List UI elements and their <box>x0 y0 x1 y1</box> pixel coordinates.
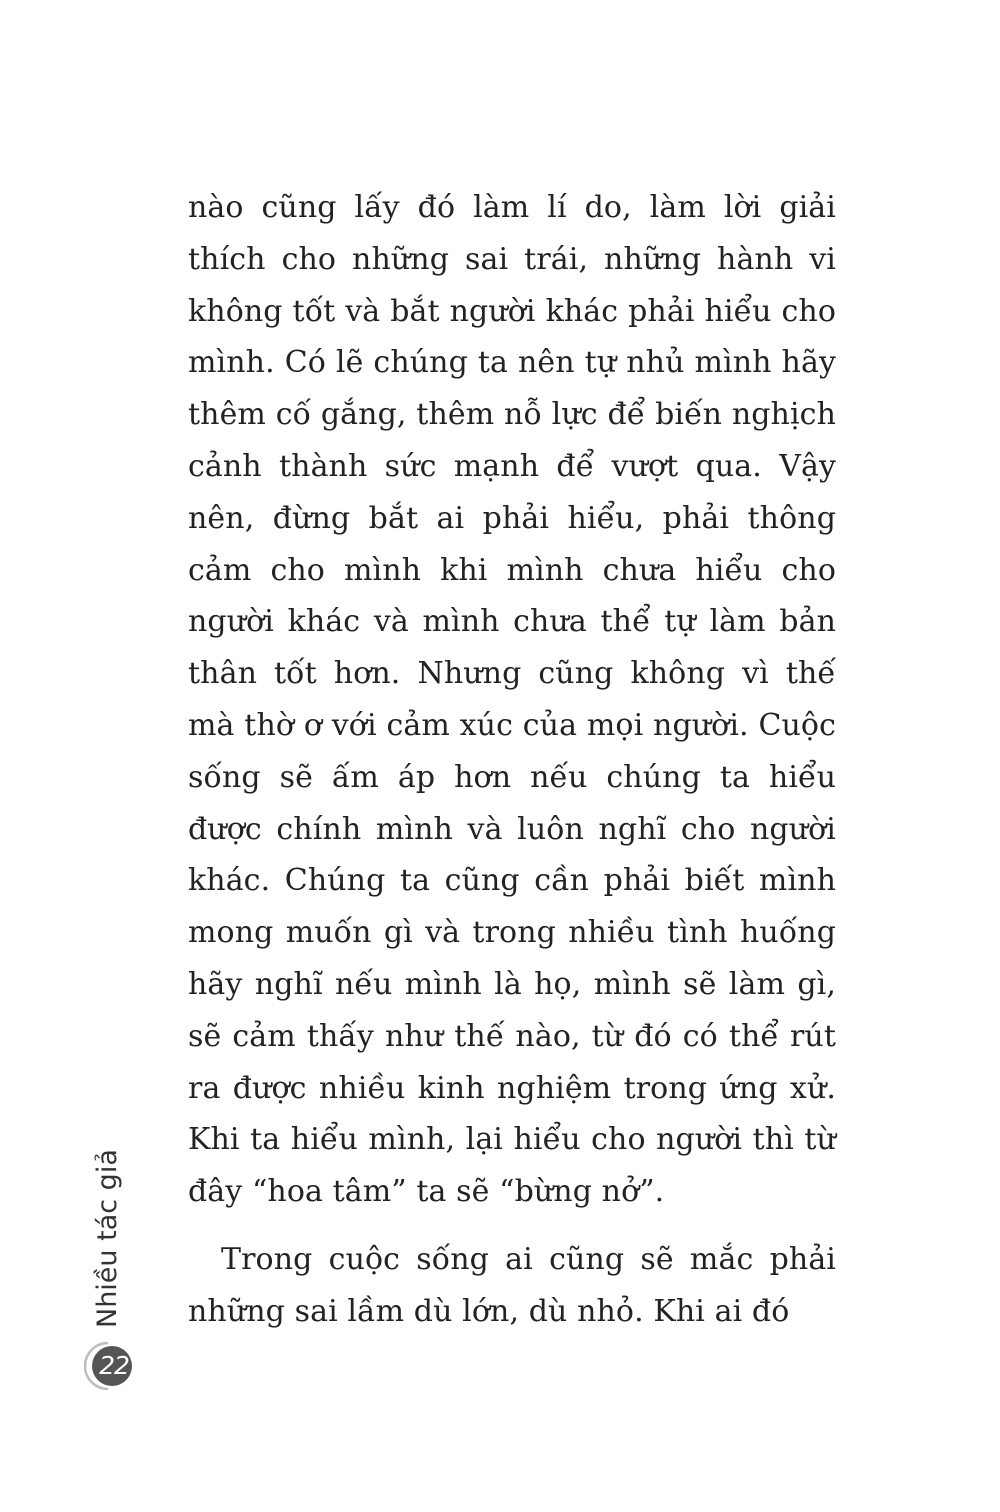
running-head-author: Nhiều tác giả <box>92 1149 123 1328</box>
page-number: 22 <box>99 1351 129 1380</box>
paragraph: Trong cuộc sống ai cũng sẽ mắc phải những sai lầm dù lớn, dù nhỏ. Khi ai đó <box>188 1241 836 1329</box>
paragraph: nào cũng lấy đó làm lí do, làm lời giải thích cho những sai trái, những hành vi không tốt và bắt người khác phải hiểu cho mình. Có lẽ chúng ta nên tự nhủ mình hãy thêm cố gắng, thêm nỗ lực để biến nghịch cảnh thành sức mạnh để vượt qua. Vậy nên, đừng bắt ai phải hiểu, phải thông cảm cho mình khi mình chưa hiểu cho người khác và mình chưa thể tự làm bản thân tốt hơn. Nhưng cũng không vì thế mà thờ ơ với cảm xúc của mọi người. Cuộc sống sẽ ấm áp hơn nếu chúng ta hiểu được chính mình và luôn nghĩ cho người khác. Chúng ta cũng cần phải biết mình mong muốn gì và trong nhiều tình huống hãy nghĩ nếu mình là họ, mình sẽ làm gì, sẽ cảm thấy như thế nào, từ đó có thể rút ra được nhiều kinh nghiệm trong ứng xử. Khi ta hiểu mình, lại hiểu cho người thì từ đây “hoa tâm” ta sẽ “bừng nở”. <box>188 190 836 1210</box>
body-text <box>188 182 836 1338</box>
page-number-badge <box>84 1340 136 1392</box>
